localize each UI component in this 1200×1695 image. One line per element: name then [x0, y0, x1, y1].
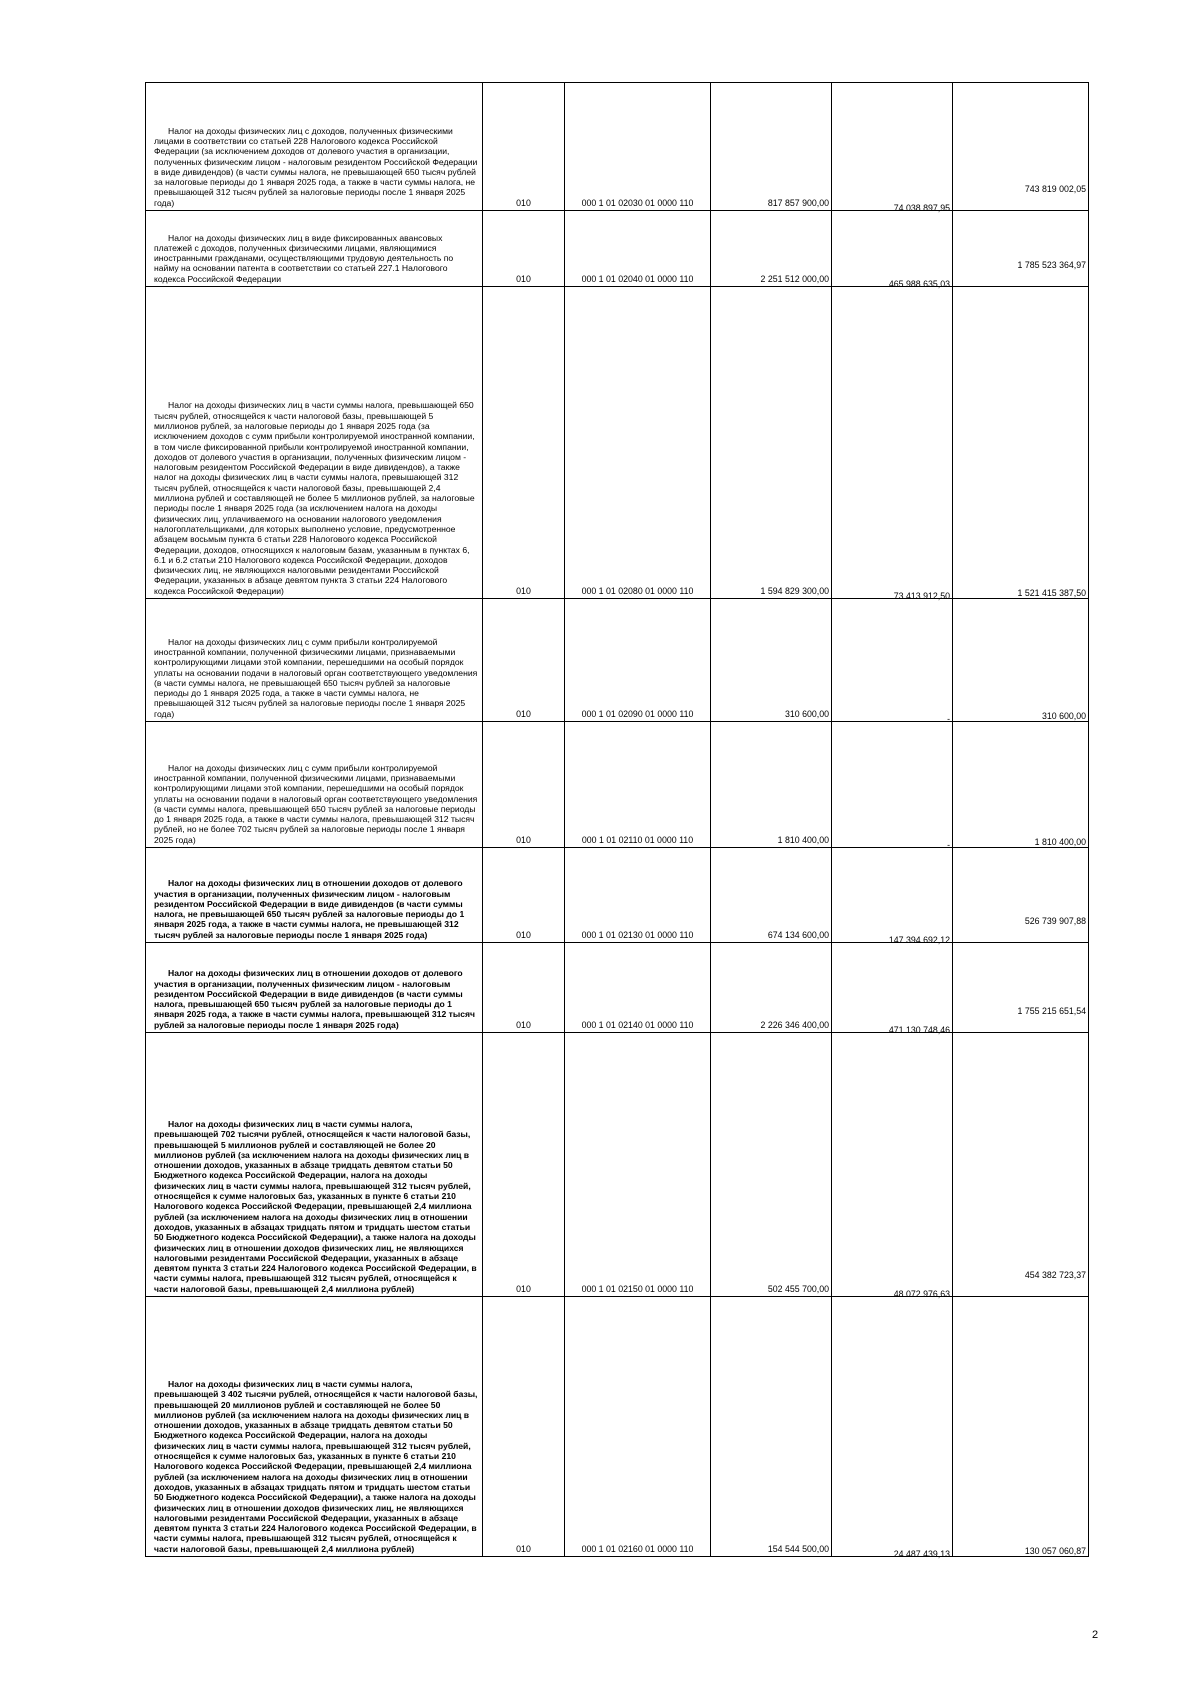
row-unexecuted-cell [953, 722, 1089, 848]
page-number: 2 [1092, 1629, 1099, 1641]
row-classification-cell [565, 211, 711, 287]
row-unexecuted: 1 521 415 387,50 [1017, 588, 1086, 598]
row-executed: 74 038 897,95 [893, 203, 950, 213]
row-code-cell [483, 1297, 565, 1557]
table-row [146, 1297, 1089, 1557]
row-unexecuted: 1 810 400,00 [1034, 837, 1086, 847]
row-classification-cell [565, 943, 711, 1033]
row-code: 010 [516, 930, 531, 940]
row-code: 010 [516, 1284, 531, 1294]
row-unexecuted: 1 785 523 364,97 [1017, 260, 1086, 270]
row-name: Налог на доходы физических лиц в части суммы налога, превышающей 650 тысяч рублей, относящейся к части налоговой базы, превышающей 5 миллионов рублей, за налоговые периоды до 1 января 2025 года (за исключением доходов с сумм прибыли контролируемой иностранной компании, в том числе фиксированной прибыли контролируемой иностранной компании, доходов от долевого участия в организации, полученных физическим лицом - налоговым резидентом Российской Федерации в виде дивидендов), а также налог на доходы физических лиц в части суммы налога, превышающей 312 тысяч рублей, относящейся к части налоговой базы, превышающей 2,4 миллиона рублей и составляющей не более 5 миллионов рублей, за налоговые периоды после 1 января 2025 года (за исключением налога на доходы физических лиц, уплачиваемого на основании налогового уведомления налогоплательщиками, для которых выполнено условие, предусмотренное абзацем восьмым пункта 6 статьи 228 Налогового кодекса Российской Федерации, доходов, относящихся к налоговым базам, указанным в пунктах 6, 6.1 и 6.2 статьи 210 Налогового кодекса Российской Федерации, доходов физических лиц, не являющихся налоговыми резидентами Российской Федерации, указанных в абзаце девятом пункта 3 статьи 224 Налогового кодекса Российской Федерации) [154, 400, 475, 596]
row-classification: 000 1 01 02130 01 0000 110 [581, 930, 694, 940]
row-executed: - [947, 714, 950, 724]
row-code: 010 [516, 198, 531, 208]
row-name-cell [146, 943, 483, 1033]
row-classification-cell [565, 722, 711, 848]
row-unexecuted-cell [953, 83, 1089, 211]
row-name-cell [146, 83, 483, 211]
row-name: Налог на доходы физических лиц в отношении доходов от долевого участия в организации, полученных физическим лицом - налоговым резидентом Российской Федерации в виде дивидендов (в части суммы налога, превышающей 650 тысяч рублей за налоговые периоды до 1 января 2025 года, а также в части суммы налога, превышающей 312 тысяч рублей за налоговые периоды после 1 января 2025 года) [154, 968, 475, 1030]
row-classification-cell [565, 599, 711, 722]
row-unexecuted: 1 755 215 651,54 [1017, 1006, 1086, 1016]
table-row [146, 211, 1089, 287]
row-executed: 73 413 912,50 [893, 591, 950, 601]
row-classification: 000 1 01 02160 01 0000 110 [581, 1544, 694, 1554]
row-name-cell [146, 211, 483, 287]
row-code-cell [483, 848, 565, 943]
row-unexecuted-cell [953, 1033, 1089, 1297]
report-sheet [145, 82, 1088, 1557]
row-unexecuted: 526 739 907,88 [1024, 916, 1086, 926]
row-code-cell [483, 599, 565, 722]
row-code: 010 [516, 835, 531, 845]
row-code: 010 [516, 586, 531, 596]
row-name-cell [146, 848, 483, 943]
row-unexecuted-cell [953, 287, 1089, 599]
row-approved-cell [711, 1297, 832, 1557]
row-approved-cell [711, 848, 832, 943]
row-classification: 000 1 01 02030 01 0000 110 [581, 198, 694, 208]
row-code: 010 [516, 1020, 531, 1030]
table-row [146, 1033, 1089, 1297]
row-approved-cell [711, 722, 832, 848]
row-classification: 000 1 01 02080 01 0000 110 [581, 586, 694, 596]
row-approved: 502 455 700,00 [767, 1284, 829, 1294]
row-classification: 000 1 01 02140 01 0000 110 [581, 1020, 694, 1030]
row-approved-cell [711, 83, 832, 211]
row-executed: 465 988 635,03 [888, 279, 950, 289]
row-classification-cell [565, 287, 711, 599]
row-name: Налог на доходы физических лиц в части суммы налога, превышающей 3 402 тысячи рублей, относящейся к части налоговой базы, превышающей 20 миллионов рублей и составляющей не более 50 миллионов рублей (за исключением налога на доходы физических лиц в отношении доходов, указанных в абзаце тридцать девятом статьи 50 Бюджетного кодекса Российской Федерации, налога на доходы физических лиц в части суммы налога, превышающей 312 тысяч рублей, относящейся к сумме налоговых баз, указанных в пункте 6 статьи 210 Налогового кодекса Российской Федерации, превышающей 2,4 миллиона рублей (за исключением налога на доходы физических лиц в отношении доходов, указанных в абзацах тридцать пятом и тридцать шестом статьи 50 Бюджетного кодекса Российской Федерации), а также налога на доходы физических лиц в отношении доходов физических лиц, не являющихся налоговыми резидентами Российской Федерации, указанных в абзаце девятом пункта 3 статьи 224 Налогового кодекса Российской Федерации, в части суммы налога, превышающей 312 тысяч рублей, относящейся к части налоговой базы, превышающей 2,4 миллиона рублей) [154, 1378, 478, 1554]
row-code-cell [483, 943, 565, 1033]
row-unexecuted: 743 819 002,05 [1024, 184, 1086, 194]
row-executed-cell [832, 599, 953, 722]
row-executed-cell [832, 722, 953, 848]
row-name: Налог на доходы физических лиц в виде фиксированных авансовых платежей с доходов, полученных физическими лицами, являющимися иностранными гражданами, осуществляющими трудовую деятельность по найму на основании патента в соответствии со статьей 227.1 Налогового кодекса Российской Федерации [154, 232, 454, 284]
row-approved: 674 134 600,00 [767, 930, 829, 940]
row-approved: 1 810 400,00 [777, 835, 829, 845]
row-name-cell [146, 1033, 483, 1297]
row-code-cell [483, 287, 565, 599]
row-executed: 147 394 692,12 [888, 935, 950, 945]
row-name-cell [146, 599, 483, 722]
row-executed: 24 487 439,13 [893, 1549, 950, 1559]
row-classification: 000 1 01 02150 01 0000 110 [581, 1284, 694, 1294]
row-code-cell [483, 211, 565, 287]
table-row [146, 287, 1089, 599]
row-approved-cell [711, 1033, 832, 1297]
row-unexecuted: 130 057 060,87 [1024, 1546, 1086, 1556]
row-unexecuted-cell [953, 1297, 1089, 1557]
row-name: Налог на доходы физических лиц в отношении доходов от долевого участия в организации, полученных физическим лицом - налоговым резидентом Российской Федерации в виде дивидендов (в части суммы налога, не превышающей 650 тысяч рублей за налоговые периоды до 1 января 2025 года, а также в части суммы налога, не превышающей 312 тысяч рублей за налоговые периоды после 1 января 2025 года) [154, 878, 465, 940]
row-unexecuted-cell [953, 599, 1089, 722]
row-code-cell [483, 1033, 565, 1297]
row-executed-cell [832, 1033, 953, 1297]
row-classification-cell [565, 83, 711, 211]
row-approved-cell [711, 599, 832, 722]
row-executed-cell [832, 83, 953, 211]
row-name-cell [146, 1297, 483, 1557]
row-name-cell [146, 287, 483, 599]
row-name: Налог на доходы физических лиц в части суммы налога, превышающей 702 тысячи рублей, относящейся к части налоговой базы, превышающей 5 миллионов рублей и составляющей не более 20 миллионов рублей (за исключением налога на доходы физических лиц в отношении доходов, указанных в абзаце тридцать девятом статьи 50 Бюджетного кодекса Российской Федерации, налога на доходы физических лиц в части суммы налога, превышающей 312 тысяч рублей, относящейся к сумме налоговых баз, указанных в пункте 6 статьи 210 Налогового кодекса Российской Федерации, превышающей 2,4 миллиона рублей (за исключением налога на доходы физических лиц в отношении доходов, указанных в абзацах тридцать пятом и тридцать шестом статьи 50 Бюджетного кодекса Российской Федерации), а также налога на доходы физических лиц в отношении доходов физических лиц, не являющихся налоговыми резидентами Российской Федерации, указанных в абзаце девятом пункта 3 статьи 224 Налогового кодекса Российской Федерации, в части суммы налога, превышающей 312 тысяч рублей, относящейся к части налоговой базы, превышающей 2,4 миллиона рублей) [154, 1118, 477, 1294]
table-row [146, 599, 1089, 722]
row-approved-cell [711, 943, 832, 1033]
table-row [146, 943, 1089, 1033]
row-name-cell [146, 722, 483, 848]
row-executed: 471 130 748,46 [888, 1025, 950, 1035]
row-executed: 48 072 976,63 [893, 1289, 950, 1299]
row-code: 010 [516, 1544, 531, 1554]
row-executed-cell [832, 1297, 953, 1557]
row-approved: 2 226 346 400,00 [760, 1020, 829, 1030]
row-classification: 000 1 01 02040 01 0000 110 [581, 274, 694, 284]
row-approved-cell [711, 211, 832, 287]
row-unexecuted: 454 382 723,37 [1024, 1270, 1086, 1280]
row-code: 010 [516, 709, 531, 719]
row-classification-cell [565, 1033, 711, 1297]
row-approved: 310 600,00 [784, 709, 829, 719]
row-unexecuted-cell [953, 943, 1089, 1033]
row-code-cell [483, 722, 565, 848]
row-classification-cell [565, 1297, 711, 1557]
revenue-table [145, 82, 1089, 1557]
row-name: Налог на доходы физических лиц с сумм прибыли контролируемой иностранной компании, полученной физическими лицами, признаваемыми контролирующими лицами этой компании, перешедшими на особый порядок уплаты на основании подачи в налоговый орган соответствующего уведомления (в части суммы налога, превышающей 650 тысяч рублей за налоговые периоды до 1 января 2025 года, а также в части суммы налога, превышающей 312 тысяч рублей, но не более 702 тысяч рублей за налоговые периоды после 1 января 2025 года) [154, 762, 478, 845]
row-approved: 817 857 900,00 [767, 198, 829, 208]
table-row [146, 83, 1089, 211]
row-executed-cell [832, 943, 953, 1033]
row-unexecuted-cell [953, 211, 1089, 287]
row-classification: 000 1 01 02090 01 0000 110 [581, 709, 694, 719]
row-executed-cell [832, 287, 953, 599]
row-approved: 154 544 500,00 [767, 1544, 829, 1554]
row-unexecuted: 310 600,00 [1041, 711, 1086, 721]
row-unexecuted-cell [953, 848, 1089, 943]
row-executed-cell [832, 848, 953, 943]
row-approved: 2 251 512 000,00 [760, 274, 829, 284]
row-name: Налог на доходы физических лиц с сумм прибыли контролируемой иностранной компании, полученной физическими лицами, признаваемыми контролирующими лицами этой компании, перешедшими на особый порядок уплаты на основании подачи в налоговый орган соответствующего уведомления (в части суммы налога, не превышающей 650 тысяч рублей за налоговые периоды до 1 января 2025 года, а также в части суммы налога, не превышающей 312 тысяч рублей за налоговые периоды после 1 января 2025 года) [154, 636, 478, 719]
row-classification-cell [565, 848, 711, 943]
row-classification: 000 1 01 02110 01 0000 110 [581, 835, 694, 845]
row-approved: 1 594 829 300,00 [760, 586, 829, 596]
row-executed: - [947, 840, 950, 850]
row-name: Налог на доходы физических лиц с доходов, полученных физическими лицами в соответствии со статьей 228 Налогового кодекса Российской Федерации (за исключением доходов от долевого участия в организации, полученных физическим лицом - налоговым резидентом Российской Федерации в виде дивидендов) (в части суммы налога, не превышающей 650 тысяч рублей за налоговые периоды до 1 января 2025 года, а также в части суммы налога, не превышающей 312 тысяч рублей за налоговые периоды после 1 января 2025 года) [154, 125, 478, 208]
table-row [146, 722, 1089, 848]
table-row [146, 848, 1089, 943]
row-approved-cell [711, 287, 832, 599]
row-code: 010 [516, 274, 531, 284]
row-executed-cell [832, 211, 953, 287]
row-code-cell [483, 83, 565, 211]
